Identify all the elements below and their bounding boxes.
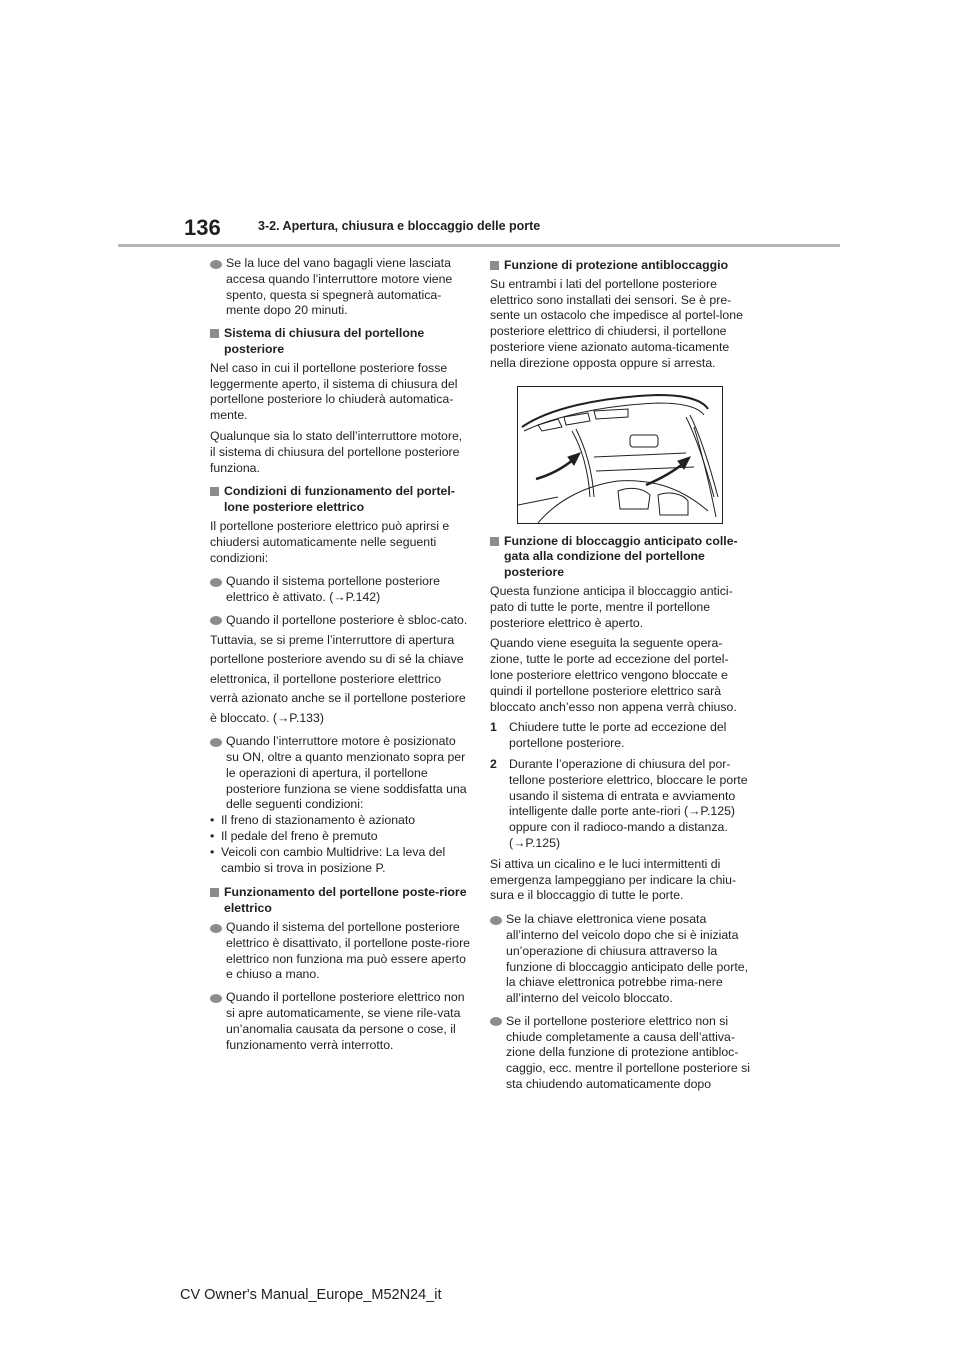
sub-list-item: • Veicoli con cambio Multidrive: La leva del cambio si trova in posizione P. [210,844,446,875]
bullet-dot-icon [210,738,222,747]
subsection-heading: Funzione di protezione antibloccaggio [490,258,750,274]
paragraph: Nel caso in cui il portellone posteriore fosse leggermente aperto, il sistema di chiusura del portellone posteriore lo chiuderà automatica-mente. [210,360,458,423]
paragraph: Il portellone posteriore elettrico può aprirsi e chiudersi automaticamente nelle seguenti condizioni: [210,518,450,565]
subsection-heading: Condizioni di funzionamento del portel-lone posteriore elettrico [210,484,470,516]
bullet-item: Quando il portellone posteriore elettrico non si apre automaticamente, se viene rile-vata un’anomalia causata da persone o cose, il funzionamento verrà interrotto. [210,990,470,1053]
bullet-item: Se la chiave elettronica viene posata all’interno del veicolo dopo che si è iniziata un’operazione di chiusura attraverso la funzione di bloccaggio anticipato delle porte, la chiave elettronica potrebbe rima-nere all’interno del veicolo bloccato. [490,912,750,1007]
numbered-step: 2 Durante l’operazione di chiusura del por-tellone posteriore elettrico, bloccare le porte usando il sistema di entrata e avviamento intelligente dalle porte ante-riori (→P.125) oppure con il radioco-mando a distanza. (→P.125) [490,756,748,850]
paragraph: Questa funzione anticipa il bloccaggio antici-pato di tutte le porte, mentre il portellone posteriore elettrico è aperto. [490,583,733,630]
bullet-item: Se la luce del vano bagagli viene lasciata accesa quando l’interruttore motore viene spento, questa si spegnerà automatica-mente dopo 20 minuti. [210,256,470,319]
sub-list-item: • Il pedale del freno è premuto [210,829,378,844]
bullet-item: Quando il sistema del portellone posteriore elettrico è disattivato, il portellone poste-riore elettrico non funziona ma può essere aperto e chiuso a mano. [210,920,470,983]
square-bullet-icon [490,261,499,270]
square-bullet-icon [210,888,219,897]
bullet-dot-icon [210,924,222,933]
square-bullet-icon [490,537,499,546]
bullet-dot-icon [490,1017,502,1026]
bullet-dot-icon [210,616,222,625]
paragraph: Tuttavia, se si preme l’interruttore di apertura portellone posteriore avendo su di sé la chiave elettronica, il portellone posteriore elettrico verrà azionato anche se il portellone posteriore è bloccato. (→P.133) [210,632,466,725]
tailgate-illustration-svg [518,387,722,523]
paragraph: Si attiva un cicalino e le luci intermittenti di emergenza lampeggiano per indicare la chiu-sura e il bloccaggio di tutte le porte. [490,856,737,903]
section-title: 3-2. Apertura, chiusura e bloccaggio delle porte [258,219,541,233]
bullet-dot-icon [210,994,222,1003]
page-number: 136 [184,215,221,240]
subsection-heading: Funzionamento del portellone poste-riore elettrico [210,885,470,917]
bullet-item: Se il portellone posteriore elettrico non si chiude completamente a causa dell’attiva-zione della funzione di protezione antibloc-caggio, ecc. mentre il portellone posteriore si sta chiudendo automaticamente dopo [490,1014,750,1093]
numbered-step: 1 Chiudere tutte le porte ad eccezione del portellone posteriore. [490,720,727,751]
bullet-item: Quando il sistema portellone posteriore elettrico è attivato. (→P.142) [210,574,470,606]
bullet-item: Quando il portellone posteriore è sbloc-cato. [210,613,470,629]
tailgate-sensor-illustration [517,386,723,524]
paragraph: Quando viene eseguita la seguente opera-zione, tutte le porte ad eccezione del portel-lone posteriore elettrico vengono bloccate e quindi il portellone posteriore elettrico sarà bloccato anch’esso non appena verrà chiuso. [490,636,737,714]
header-divider [118,244,840,247]
right-column [490,256,750,1100]
subsection-heading: Funzione di bloccaggio anticipato colle-gata alla condizione del portellone posteriore [490,534,750,581]
bullet-item: Quando l’interruttore motore è posizionato su ON, oltre a quanto menzionato sopra per le operazioni di apertura, il portellone posteriore funziona se viene soddisfatta una delle seguenti condizioni: [210,734,470,813]
bullet-dot-icon [210,260,222,269]
square-bullet-icon [210,487,219,496]
subsection-heading: Sistema di chiusura del portellone posteriore [210,326,470,358]
footer-manual-id: CV Owner's Manual_Europe_M52N24_it [180,1287,442,1303]
bullet-dot-icon [490,916,502,925]
paragraph: Su entrambi i lati del portellone posteriore elettrico sono installati dei sensori. Se è pre-sente un ostacolo che impedisce al portel-lone posteriore elettrico di chiudersi, il portellone posteriore viene azionato automa-ticamente nella direzione opposta oppure si arresta. [490,276,743,370]
bullet-dot-icon [210,578,222,587]
square-bullet-icon [210,329,219,338]
left-column [210,256,470,1060]
sub-list-item: • Il freno di stazionamento è azionato [210,813,416,828]
paragraph: Qualunque sia lo stato dell’interruttore motore, il sistema di chiusura del portellone posteriore funziona. [210,428,463,475]
